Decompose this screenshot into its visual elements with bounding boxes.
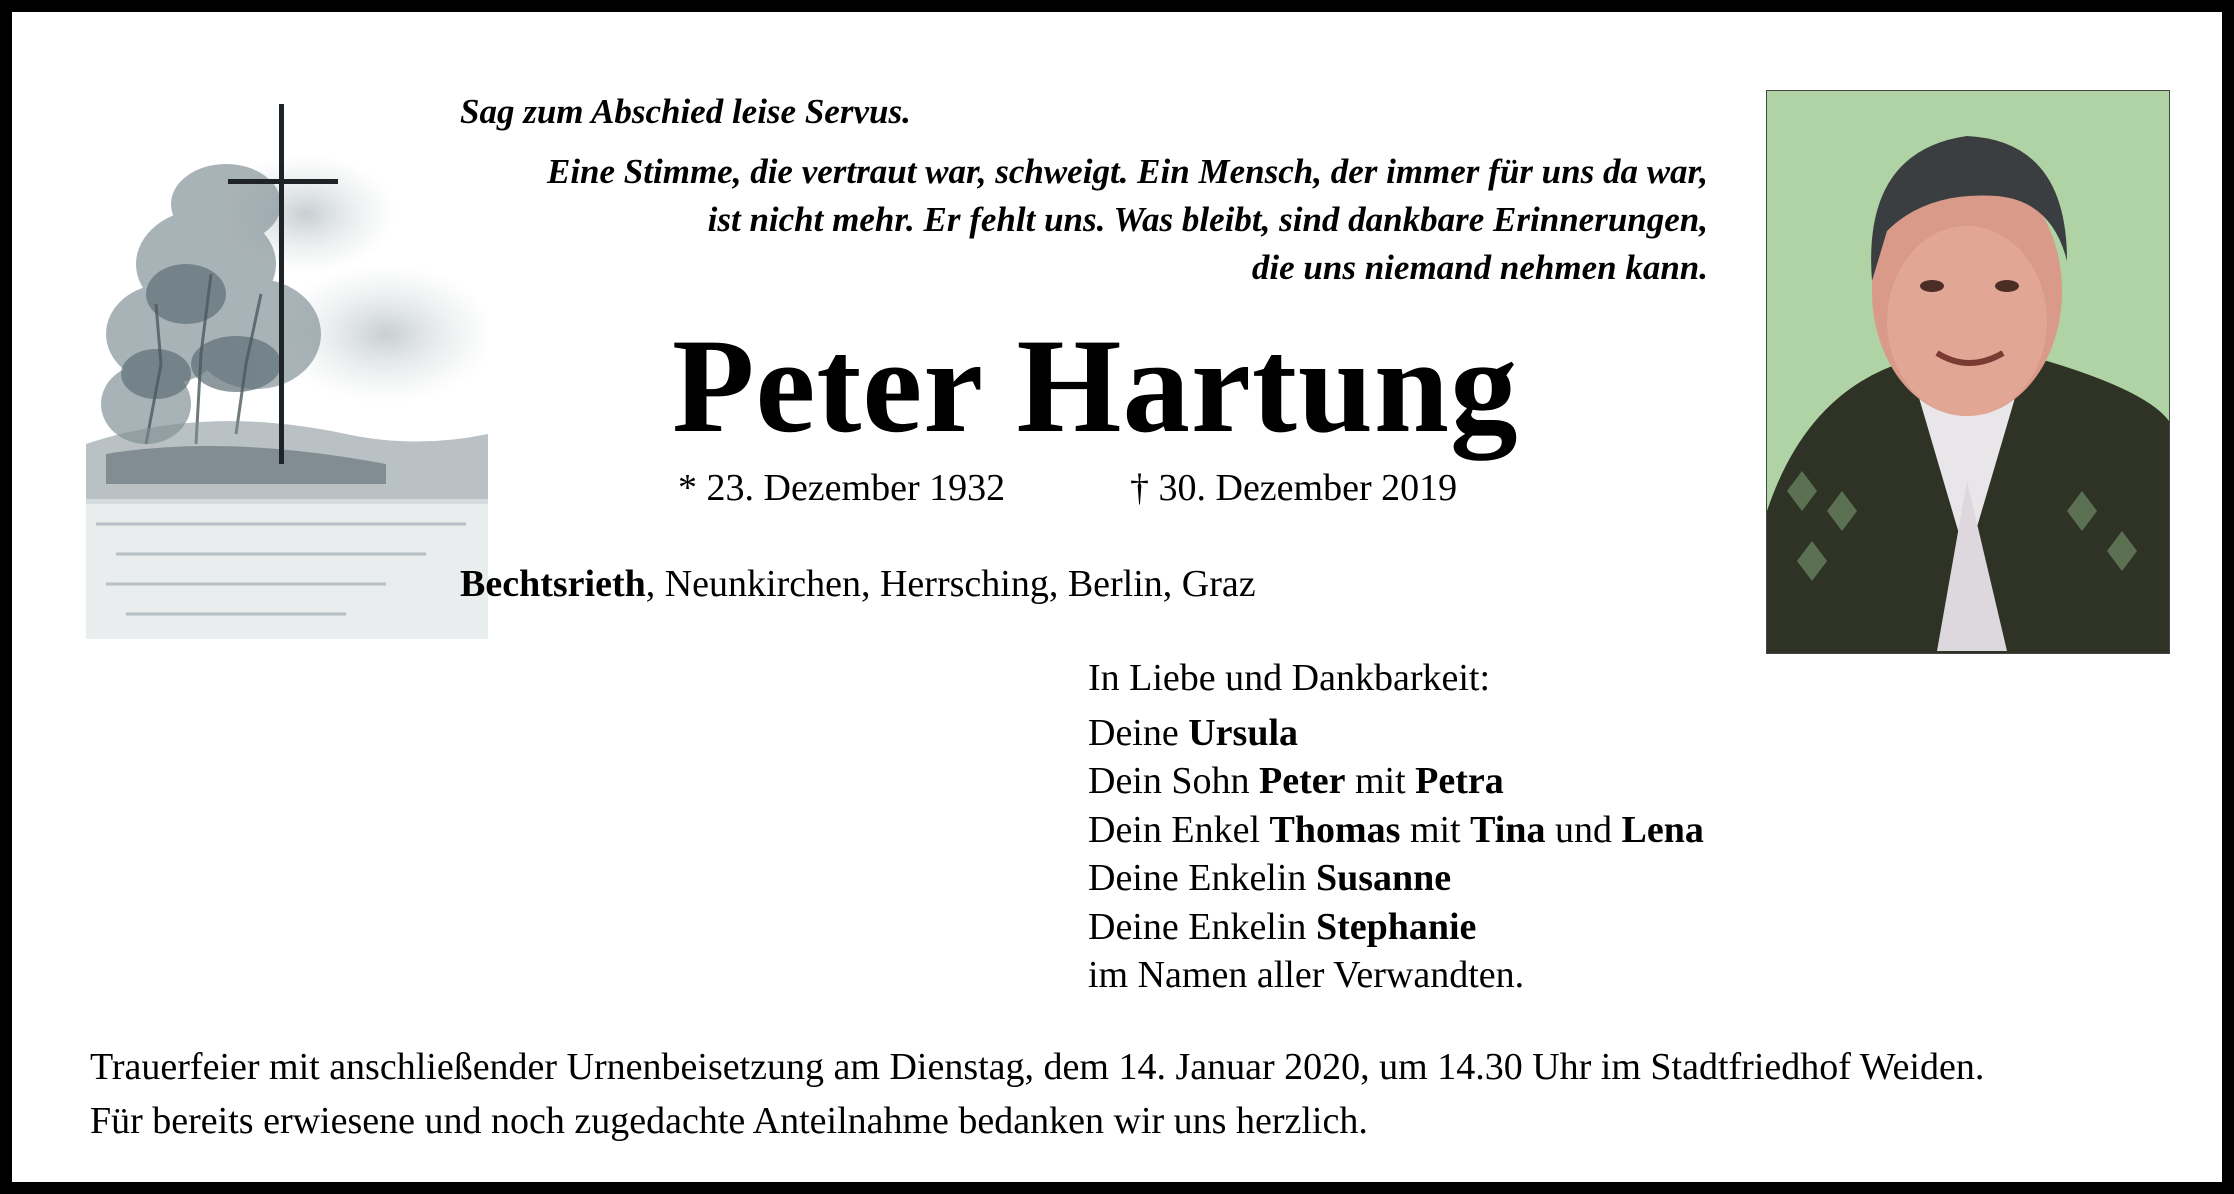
mourner-relation: Dein Sohn: [1088, 760, 1259, 802]
verse-line: ist nicht mehr. Er fehlt uns. Was bleibt, sind dankbare Erinnerungen,: [707, 200, 1708, 239]
mourner-relation: mit: [1400, 808, 1471, 851]
verse-title: Sag zum Abschied leise Servus.: [460, 92, 911, 131]
service-details: [90, 1040, 1984, 1148]
death-date: † 30. Dezember 2019: [1130, 467, 1458, 509]
primary-place: Bechtsrieth: [460, 563, 646, 605]
mourner-name: Petra: [1415, 760, 1504, 802]
mourner-line: [1088, 903, 1704, 952]
mourner-relation: Deine: [1088, 711, 1189, 754]
mourner-name: Susanne: [1315, 857, 1452, 899]
deceased-name: Peter Hartung: [672, 312, 1519, 461]
places-line: [460, 560, 1256, 608]
cross-landscape-illustration: [86, 104, 488, 644]
mourner-line: [1088, 854, 1704, 903]
mourners-intro: In Liebe und Dankbarkeit:: [1088, 657, 1491, 699]
mourner-relation: Deine Enkelin: [1088, 905, 1316, 948]
mourner-relation: und: [1545, 808, 1622, 851]
mourners-block: [1088, 654, 1704, 1000]
mourner-relation: Deine Enkelin: [1088, 857, 1316, 899]
mourner-relation: mit: [1345, 760, 1416, 802]
service-info: Trauerfeier mit anschließender Urnenbeisetzung am Dienstag, dem 14. Januar 2020, um 14.30 Uhr im Stadtfriedhof Weiden.: [90, 1046, 1985, 1088]
mourner-name: Tina: [1470, 808, 1546, 851]
mourner-line: [1088, 757, 1704, 806]
mourners-closing: im Namen aller Verwandten.: [1088, 954, 1525, 996]
portrait-illustration: [1767, 91, 2169, 653]
mourner-name: Stephanie: [1315, 905, 1477, 948]
mourner-name: Thomas: [1269, 808, 1401, 851]
mourner-name: Peter: [1259, 760, 1346, 802]
mourner-line: [1088, 709, 1704, 758]
mourner-list: [1088, 709, 1704, 952]
verse-line: Eine Stimme, die vertraut war, schweigt. Ein Mensch, der immer für uns da war,: [546, 152, 1708, 191]
mourner-line: [1088, 806, 1704, 855]
verse-line: die uns niemand nehmen kann.: [1251, 248, 1708, 287]
mourner-name: Ursula: [1188, 711, 1299, 754]
other-places: , Neunkirchen, Herrsching, Berlin, Graz: [645, 563, 1256, 605]
thanks-line: Für bereits erwiesene und noch zugedachte Anteilnahme bedanken wir uns herzlich.: [90, 1100, 1368, 1142]
portrait-photo: [1766, 90, 2170, 654]
mourner-relation: Dein Enkel: [1088, 808, 1270, 851]
mourner-name: Lena: [1621, 808, 1704, 851]
birth-date: * 23. Dezember 1932: [678, 467, 1006, 509]
verse-body: [460, 148, 1708, 292]
